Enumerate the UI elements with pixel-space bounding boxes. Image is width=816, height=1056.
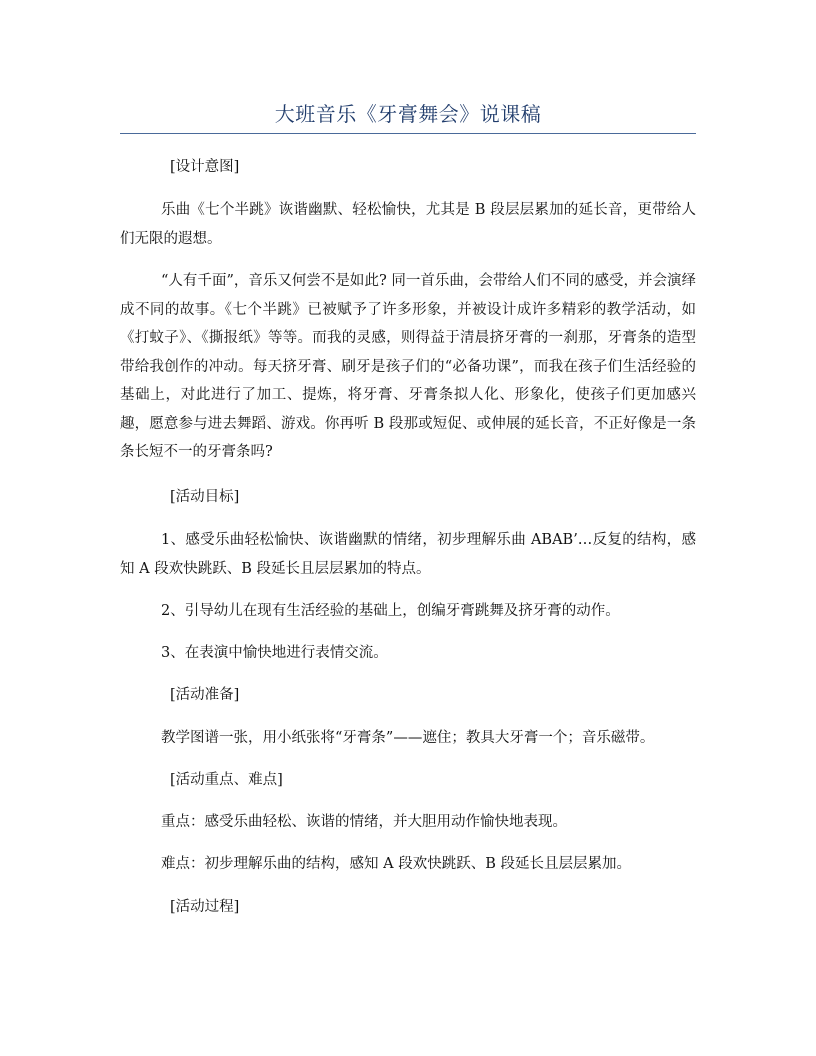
goal-item-1: 1、感受乐曲轻松愉快、诙谐幽默的情绪，初步理解乐曲 ABAB’…反复的结构，感知 A 段欢快跳跃、B 段延长且层层累加的特点。: [120, 532, 696, 577]
title-underline: [120, 133, 696, 134]
section-heading-prep: [活动准备]: [170, 687, 240, 703]
section-heading-design: [设计意图]: [170, 159, 240, 175]
section-heading-key: [活动重点、难点]: [170, 772, 283, 788]
goal-item-3: 3、在表演中愉快地进行表情交流。: [161, 645, 388, 661]
paragraph-design-2: “人有千面”，音乐又何尝不是如此? 同一首乐曲，会带给人们不同的感受，并会演绎成不同的故事。《七个半跳》已被赋予了许多形象，并被设计成许多精彩的教学活动，如《打蚊子》、《撕报纸》等等。而我的灵感，则得益于清晨挤牙膏的一刹那，牙膏条的造型带给我创作的冲动。每天挤牙膏、刷牙是孩子们的“必备功课”，而我在孩子们生活经验的基础上，对此进行了加工、提炼，将牙膏、牙膏条拟人化、形象化，使孩子们更加感兴趣，愿意参与进去舞蹈、游戏。你再听 B 段那或短促、或伸展的延长音，不正好像是一条条长短不一的牙膏条吗?: [120, 273, 696, 460]
paragraph-difficulty: 难点：初步理解乐曲的结构，感知 A 段欢快跳跃、B 段延长且层层累加。: [161, 856, 631, 872]
goal-item-2: 2、引导幼儿在现有生活经验的基础上，创编牙膏跳舞及挤牙膏的动作。: [161, 603, 620, 619]
document-title: 大班音乐《牙膏舞会》说课稿: [274, 102, 542, 126]
section-heading-process: [活动过程]: [170, 899, 240, 915]
paragraph-key-point: 重点：感受乐曲轻松、诙谐的情绪，并大胆用动作愉快地表现。: [161, 814, 567, 830]
section-heading-goals: [活动目标]: [170, 489, 240, 505]
paragraph-design-1: 乐曲《七个半跳》诙谐幽默、轻松愉快，尤其是 B 段层层累加的延长音，更带给人们无限的遐想。: [120, 202, 696, 247]
paragraph-prep: 教学图谱一张，用小纸张将“牙膏条”——遮住；教具大牙膏一个；音乐磁带。: [161, 730, 655, 746]
